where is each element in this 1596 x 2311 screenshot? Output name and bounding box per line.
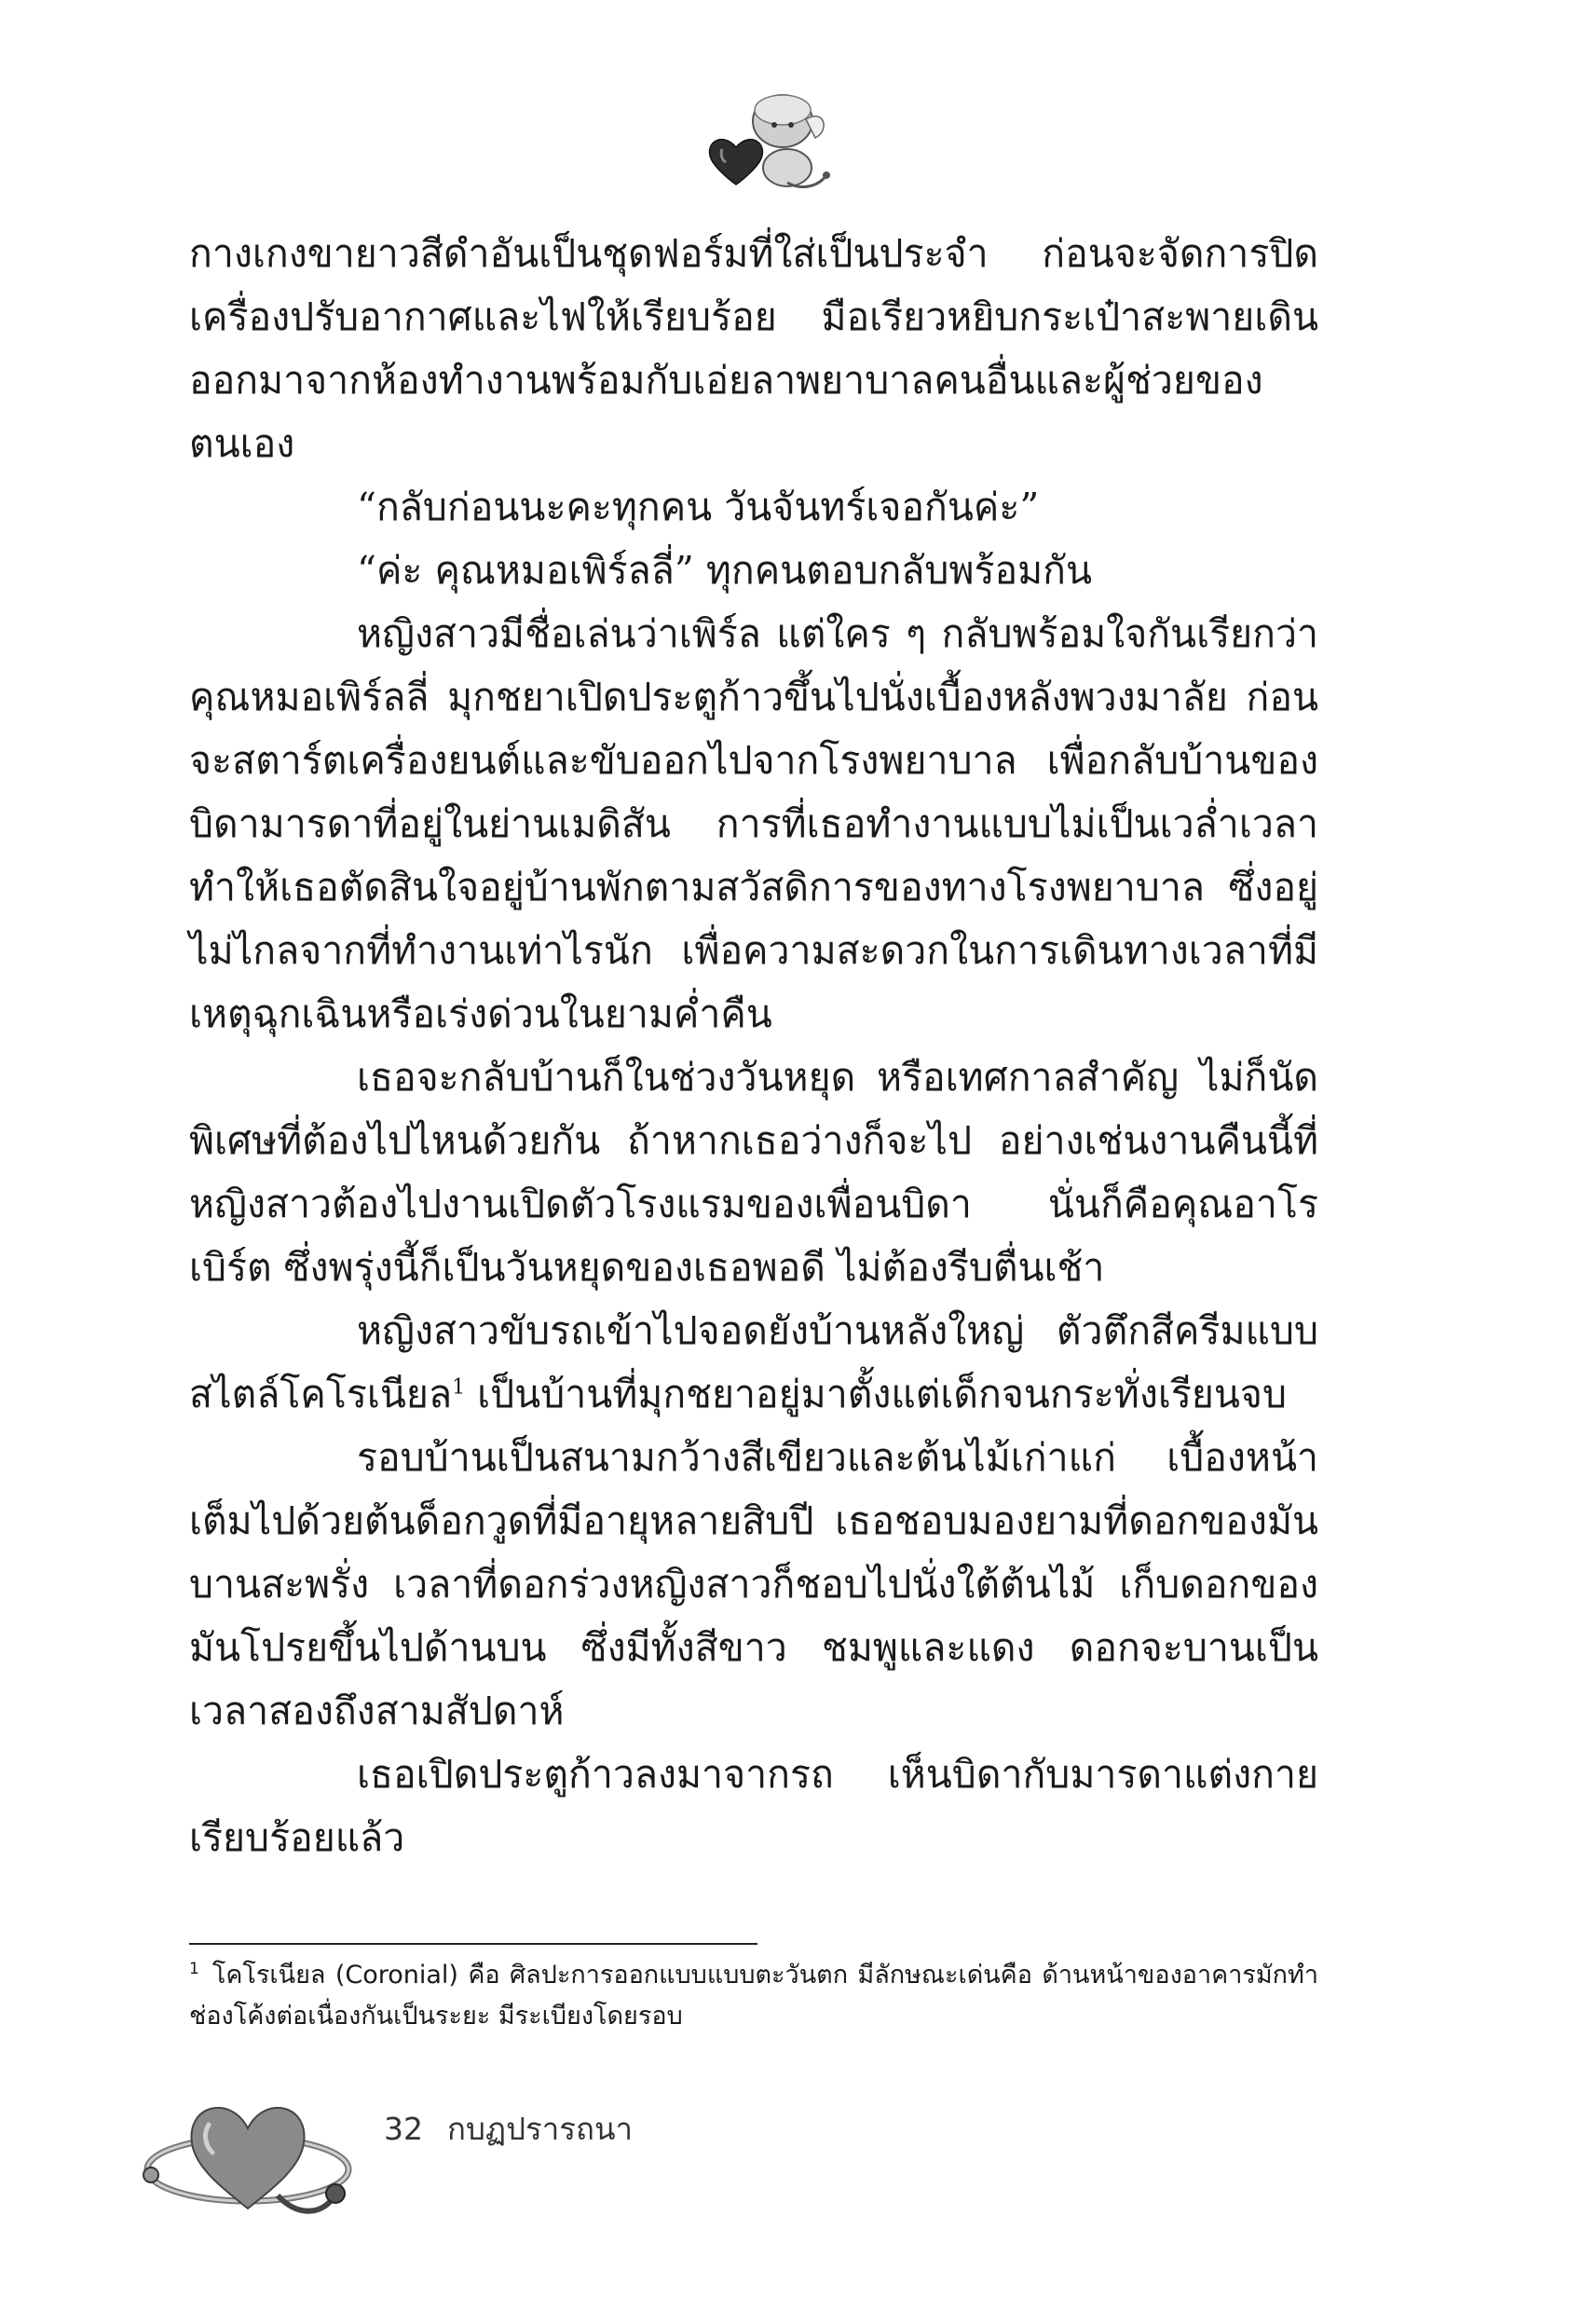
dialogue-1: “กลับก่อนนะคะทุกคน วันจันทร์เจอกันค่ะ” — [357, 485, 1040, 529]
heart-stethoscope-icon — [138, 2076, 361, 2235]
paragraph-5: รอบบ้านเป็นสนามกว้างสีเขียวและต้นไม้เก่าแก่ เบื้องหน้าเต็มไปด้วยต้นด็อกวูดที่มีอายุหลายสิบปี เธอชอบมองยามที่ดอกของมันบานสะพรั่ง เวลาที่ดอกร่วงหญิงสาวก็ชอบไปนั่งใต้ต้นไม้ เก็บดอกของมันโปรยขึ้นไปด้านบน ซึ่งมีทั้งสีขาว ชมพูและแดง ดอกจะบานเป็นเวลาสองถึงสามสัปดาห์ — [189, 1435, 1318, 1733]
cupid-heart-icon — [694, 82, 834, 203]
paragraph-4 — [189, 1299, 1318, 1426]
paragraph-6: เธอเปิดประตูก้าวลงมาจากรถ เห็นบิดากับมารดาแต่งกายเรียบร้อยแล้ว — [189, 1752, 1318, 1860]
paragraph-4-part-b: เป็นบ้านที่มุกชยาอยู่มาตั้งแต่เด็กจนกระทั่งเรียนจบ — [477, 1372, 1287, 1416]
paragraph-4-part-a: หญิงสาวขับรถเข้าไปจอดยังบ้านหลังใหญ่ ตัวตึกสีครีมแบบสไตล์โคโรเนียล — [189, 1308, 1318, 1416]
dialogue-2: “ค่ะ คุณหมอเพิร์ลลี่” ทุกคนตอบกลับพร้อมกัน — [357, 548, 1092, 593]
footnote-text: โคโรเนียล (Coronial) คือ ศิลปะการออกแบบแบบตะวันตก มีลักษณะเด่นคือ ด้านหน้าของอาคารมักทำช่องโค้งต่อเนื่องกันเป็นระยะ มีระเบียงโดยรอบ — [189, 1961, 1318, 2031]
chapter-body — [189, 222, 1318, 1869]
footnote-divider — [189, 1943, 757, 1945]
footnote-reference: 1 — [452, 1375, 466, 1400]
footnote-marker: 1 — [189, 1960, 199, 1978]
book-title: กบฏปรารถนา — [447, 2111, 634, 2147]
footnote — [189, 1955, 1318, 2037]
page-number: 32 — [384, 2111, 423, 2147]
paragraph-1: กางเกงขายาวสีดำอันเป็นชุดฟอร์มที่ใส่เป็นประจำ ก่อนจะจัดการปิดเครื่องปรับอากาศและไฟให้เรียบร้อย มือเรียวหยิบกระเป๋าสะพายเดินออกมาจากห้องทำงานพร้อมกับเอ่ยลาพยาบาลคนอื่นและผู้ช่วยของตนเอง — [189, 231, 1318, 466]
paragraph-3: เธอจะกลับบ้านก็ในช่วงวันหยุด หรือเทศกาลสำคัญ ไม่ก็นัดพิเศษที่ต้องไปไหนด้วยกัน ถ้าหากเธอว่างก็จะไป อย่างเช่นงานคืนนี้ที่หญิงสาวต้องไปงานเปิดตัวโรงแรมของเพื่อนบิดา นั่นก็คือคุณอาโรเบิร์ต ซึ่งพรุ่งนี้ก็เป็นวันหยุดของเธอพอดี ไม่ต้องรีบตื่นเช้า — [189, 1055, 1318, 1290]
paragraph-2: หญิงสาวมีชื่อเล่นว่าเพิร์ล แต่ใคร ๆ กลับพร้อมใจกันเรียกว่าคุณหมอเพิร์ลลี่ มุกชยาเปิดประตูก้าวขึ้นไปนั่งเบื้องหลังพวงมาลัย ก่อนจะสตาร์ตเครื่องยนต์และขับออกไปจากโรงพยาบาล เพื่อกลับบ้านของบิดามารดาที่อยู่ในย่านเมดิสัน การที่เธอทำงานแบบไม่เป็นเวล่ำเวลาทำให้เธอตัดสินใจอยู่บ้านพักตามสวัสดิการของทางโรงพยาบาล ซึ่งอยู่ไม่ไกลจากที่ทำงานเท่าไรนัก เพื่อความสะดวกในการเดินทางเวลาที่มีเหตุฉุกเฉินหรือเร่งด่วนในยามค่ำคืน — [189, 611, 1318, 1036]
page-footer — [384, 2104, 657, 2154]
